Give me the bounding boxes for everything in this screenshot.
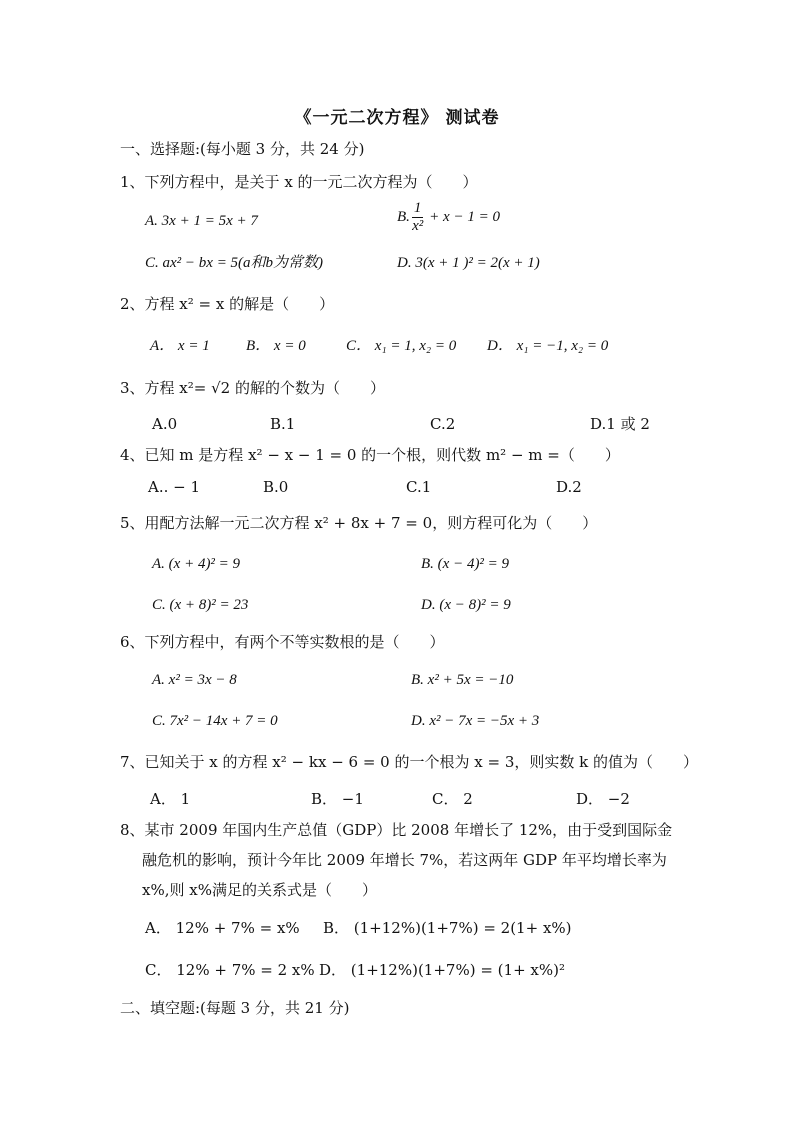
question-3-option-a: A.0 [152, 415, 178, 433]
section-2-heading: 二、填空题:(每题 3 分，共 21 分) [120, 999, 350, 1017]
question-3-option-b: B.1 [270, 415, 296, 433]
question-1-option-c: C. ax² − bx = 5(a和b为常数) [145, 255, 324, 271]
question-2-option-a: A． x = 1 [150, 338, 210, 354]
question-2-option-c: C． x₁ = 1, x₂ = 0 [346, 338, 457, 354]
question-2-stem: 2、方程 x² = x 的解是（ ） [120, 295, 335, 313]
question-7-option-b: B． −1 [311, 790, 364, 808]
question-1-option-a: A. 3x + 1 = 5x + 7 [145, 213, 258, 229]
question-1-option-d: D. 3(x + 1 )² = 2(x + 1) [397, 255, 540, 271]
question-2-option-d: D． x₁ = −1, x₂ = 0 [487, 338, 609, 354]
question-8-stem-line-2: 融危机的影响，预计今年比 2009 年增长 7%，若这两年 GDP 年平均增长率为 [142, 851, 667, 869]
question-4-option-d: D.2 [556, 478, 582, 496]
question-8-option-a: A． 12% + 7% = x% [145, 919, 300, 937]
question-5-stem: 5、用配方法解一元二次方程 x² + 8x + 7 = 0，则方程可化为（ ） [120, 514, 598, 532]
question-8-stem-line-3: x%,则 x%满足的关系式是（ ） [142, 881, 377, 899]
question-5-option-a: A. (x + 4)² = 9 [152, 556, 241, 572]
question-7-option-d: D． −2 [576, 790, 630, 808]
question-1-stem: 1、下列方程中，是关于 x 的一元二次方程为（ ） [120, 173, 478, 191]
question-7-option-c: C． 2 [432, 790, 473, 808]
question-4-option-c: C.1 [406, 478, 432, 496]
question-5-option-d: D. (x − 8)² = 9 [421, 597, 511, 613]
question-3-stem: 3、方程 x²= √2 的解的个数为（ ） [120, 379, 385, 397]
question-8-option-b: B． (1+12%)(1+7%) = 2(1+ x%) [323, 919, 572, 937]
question-7-option-a: A． 1 [150, 790, 191, 808]
page-title: 《一元二次方程》 测试卷 [294, 108, 500, 128]
question-8-stem-line-1: 8、某市 2009 年国内生产总值（GDP）比 2008 年增长了 12%，由于受到国际金 [120, 821, 673, 839]
question-6-option-b: B. x² + 5x = −10 [411, 672, 514, 688]
question-1-option-b [397, 200, 500, 235]
question-4-option-a: A.. − 1 [148, 478, 201, 496]
fraction [412, 200, 424, 235]
question-5-option-b: B. (x − 4)² = 9 [421, 556, 510, 572]
question-4-stem: 4、已知 m 是方程 x² − x − 1 = 0 的一个根，则代数 m² − m =（ ） [120, 446, 620, 464]
section-1-heading: 一、选择题:(每小题 3 分，共 24 分) [120, 140, 365, 158]
question-5-option-c: C. (x + 8)² = 23 [152, 597, 249, 613]
option-b-prefix: B. [397, 208, 410, 225]
question-6-option-c: C. 7x² − 14x + 7 = 0 [152, 713, 278, 729]
question-6-option-a: A. x² = 3x − 8 [152, 672, 237, 688]
question-3-option-c: C.2 [430, 415, 456, 433]
question-2-option-b: B． x = 0 [246, 338, 306, 354]
fraction-numerator: 1 [413, 200, 422, 216]
question-8-option-c: C． 12% + 7% = 2 x% [145, 961, 315, 979]
question-6-option-d: D. x² − 7x = −5x + 3 [411, 713, 540, 729]
question-4-option-b: B.0 [263, 478, 289, 496]
question-3-option-d: D.1 或 2 [590, 415, 650, 433]
question-7-stem: 7、已知关于 x 的方程 x² − kx − 6 = 0 的一个根为 x = 3，则实数 k 的值为（ ） [120, 753, 699, 771]
question-8-option-d: D． (1+12%)(1+7%) = (1+ x%)² [319, 961, 565, 979]
fraction-denominator: x² [412, 218, 424, 234]
option-b-rest: + x − 1 = 0 [425, 208, 500, 225]
question-6-stem: 6、下列方程中，有两个不等实数根的是（ ） [120, 633, 445, 651]
